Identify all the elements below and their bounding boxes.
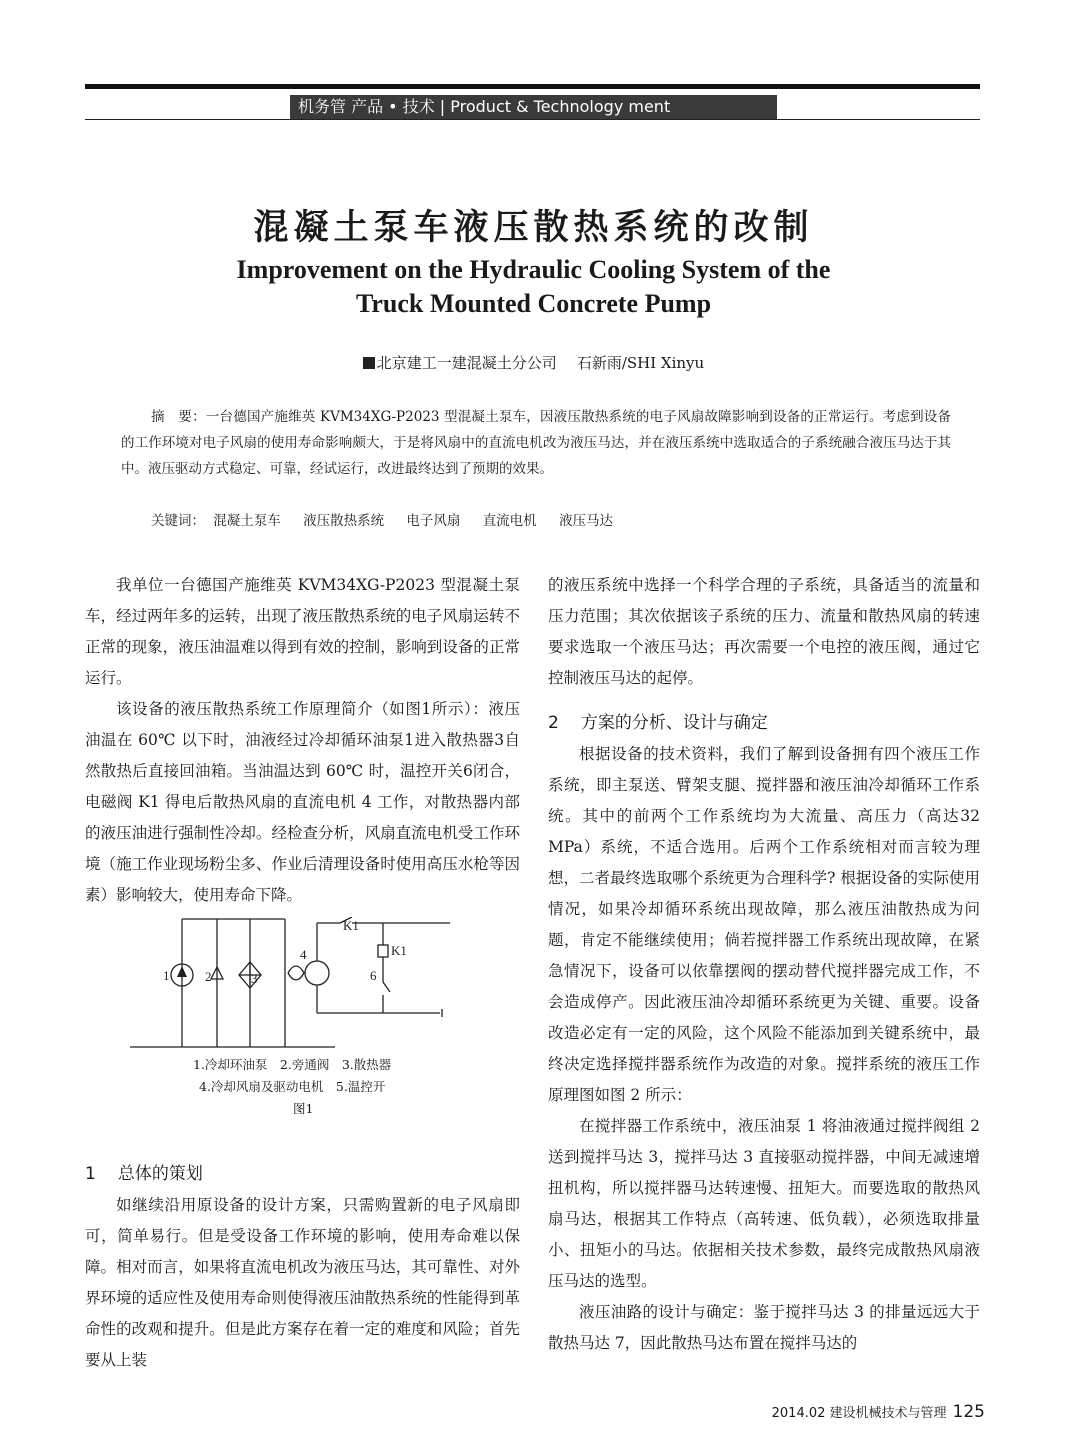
body-paragraph: 该设备的液压散热系统工作原理简介（如图1所示）：液压油温在 60℃ 以下时，油液经过冷却循环油泵1进入散热器3自然散热后直接回油箱。当油温达到 60℃ 时，温控开关6闭合，电磁阀 K1 得电后散热风扇的直流电机 4 工作，对散热器内部的液压油进行强制性冷却。经检查分析，风扇直流电机受工作环境（施工作业现场粉尘多、作业后清理设备时使用高压水枪等因素）影响较大，使用寿命下降。 [85,700,520,904]
author-marker-icon [363,357,375,369]
author-name: 石新雨/SHI Xinyu [576,354,705,372]
section-number: 1 [85,1164,96,1184]
section-title: 方案的分析、设计与确定 [580,713,768,733]
figure-label-k1-switch: K1 [343,918,359,933]
keyword-item: 液压马达 [558,513,613,529]
title-chinese: 混凝土泵车液压散热系统的改制 [253,208,814,248]
keywords-label: 关键词： [151,513,205,529]
keyword-item: 液压散热系统 [303,513,385,529]
left-column [85,570,520,1376]
abstract [121,404,951,482]
figure-caption-line2: 4.冷却风扇及驱动电机 5.温控开 [199,1079,386,1094]
keyword-item: 电子风扇 [406,513,461,529]
figure-label-6: 6 [370,968,377,983]
abstract-text: ：一台德国产施维英 KVM34XG-P2023 型混凝土泵车，因液压散热系统的电子风扇故障影响到设备的正常运行。考虑到设备的工作环境对电子风扇的使用寿命影响颇大，于是将风扇中的直流电机改为液压马达，并在液压系统中选取适合的子系统融合液压马达于其中。液压驱动方式稳定、可靠，经试运行，改进最终达到了预期的效果。 [121,409,952,477]
title-english-line2: Truck Mounted Concrete Pump [355,289,712,318]
author-line [0,352,1067,373]
body-paragraph: 我单位一台德国产施维英 KVM34XG-P2023 型混凝土泵车，经过两年多的运转，出现了液压散热系统的电子风扇运转不正常的现象，液压油温难以得到有效的控制，影响到设备的正常运行。 [85,576,520,687]
title-english [0,253,1067,321]
figure-label-1: 1 [163,968,170,983]
section-heading-2 [548,708,980,739]
body-paragraph: 在搅拌器工作系统中，液压油泵 1 将油液通过搅拌阀组 2 送到搅拌马达 3，搅拌马达 3 直接驱动搅拌器，中间无减速增扭机构，所以搅拌器马达转速慢、扭矩大。而要选取的散热风扇马达，根据其工作特点（高转速、低负载），必须选取排量小、扭矩小的马达。依据相关技术参数，最终完成散热风扇液压马达的选型。 [548,1117,980,1290]
abstract-label: 摘 要 [151,409,193,425]
title-english-line1: Improvement on the Hydraulic Cooling System of the [236,255,831,284]
section-number: 2 [548,713,559,733]
right-column [548,570,980,1359]
figure-label-k1-coil: K1 [391,943,407,958]
body-paragraph: 如继续沿用原设备的设计方案，只需购置新的电子风扇即可，简单易行。但是受设备工作环境的影响，使用寿命难以保障。相对而言，如果将直流电机改为液压马达，其可靠性、对外界环境的适应性及使用寿命则使得液压油散热系统的性能得到革命性的改观和提升。但是此方案存在着一定的难度和风险；首先要从上装 [85,1196,520,1369]
page-footer [772,1402,985,1422]
author-affiliation: 北京建工一建混凝土分公司 [376,354,557,372]
section-title: 总体的策划 [117,1164,203,1184]
figure-caption-line1: 1.冷却环油泵 2.旁通阀 3.散热器 [193,1057,392,1072]
figure-label-2: 2 [205,969,212,984]
body-paragraph: 液压油路的设计与确定：鉴于搅拌马达 3 的排量远远大于散热马达 7，因此散热马达布置在搅拌马达的 [548,1303,980,1352]
column-header-band: 机务管 产品 • 技术 | Product & Technology ment [290,95,777,119]
keyword-item: 直流电机 [482,513,537,529]
keywords [151,509,631,529]
figure-label-4: 4 [300,947,307,962]
footer-issue: 2014.02 建设机械技术与管理 [771,1406,947,1421]
body-paragraph: 的液压系统中选择一个科学合理的子系统，具备适当的流量和压力范围；其次依据该子系统的压力、流量和散热风扇的转速要求选取一个液压马达；再次需要一个电控的液压阀，通过它控制液压马达的起停。 [548,576,980,687]
section-heading-1 [85,1159,520,1190]
figure-caption-title: 图1 [293,1101,314,1116]
figure-1 [85,911,520,1151]
page-number: 125 [952,1402,985,1422]
header-top-rule [85,84,980,89]
hydraulic-circuit-diagram [130,917,460,1057]
header-bottom-rule [85,119,980,120]
figure-label-3: 3 [251,971,258,986]
body-paragraph: 根据设备的技术资料，我们了解到设备拥有四个液压工作系统，即主泵送、臂架支腿、搅拌器和液压油冷却循环工作系统。其中的前两个工作系统均为大流量、高压力（高达32 MPa）系统，不适合选用。后两个工作系统相对而言较为理想，二者最终选取哪个系统更为合理科学? 根据设备的实际使用情况，如果冷却循环系统出现故障，那么液压油散热成为问题，肯定不能继续使用；倘若搅拌器工作系统出现故障，在紧急情况下，设备可以依靠摆阀的摆动替代搅拌器完成工作，不会造成停产。因此液压油冷却循环系统更为关键、重要。设备改造必定有一定的风险，这个风险不能添加到关键系统中，最终决定选择搅拌器系统作为改造的对象。搅拌系统的液压工作原理图如图 2 所示： [548,745,980,1104]
keyword-item: 混凝土泵车 [213,513,281,529]
